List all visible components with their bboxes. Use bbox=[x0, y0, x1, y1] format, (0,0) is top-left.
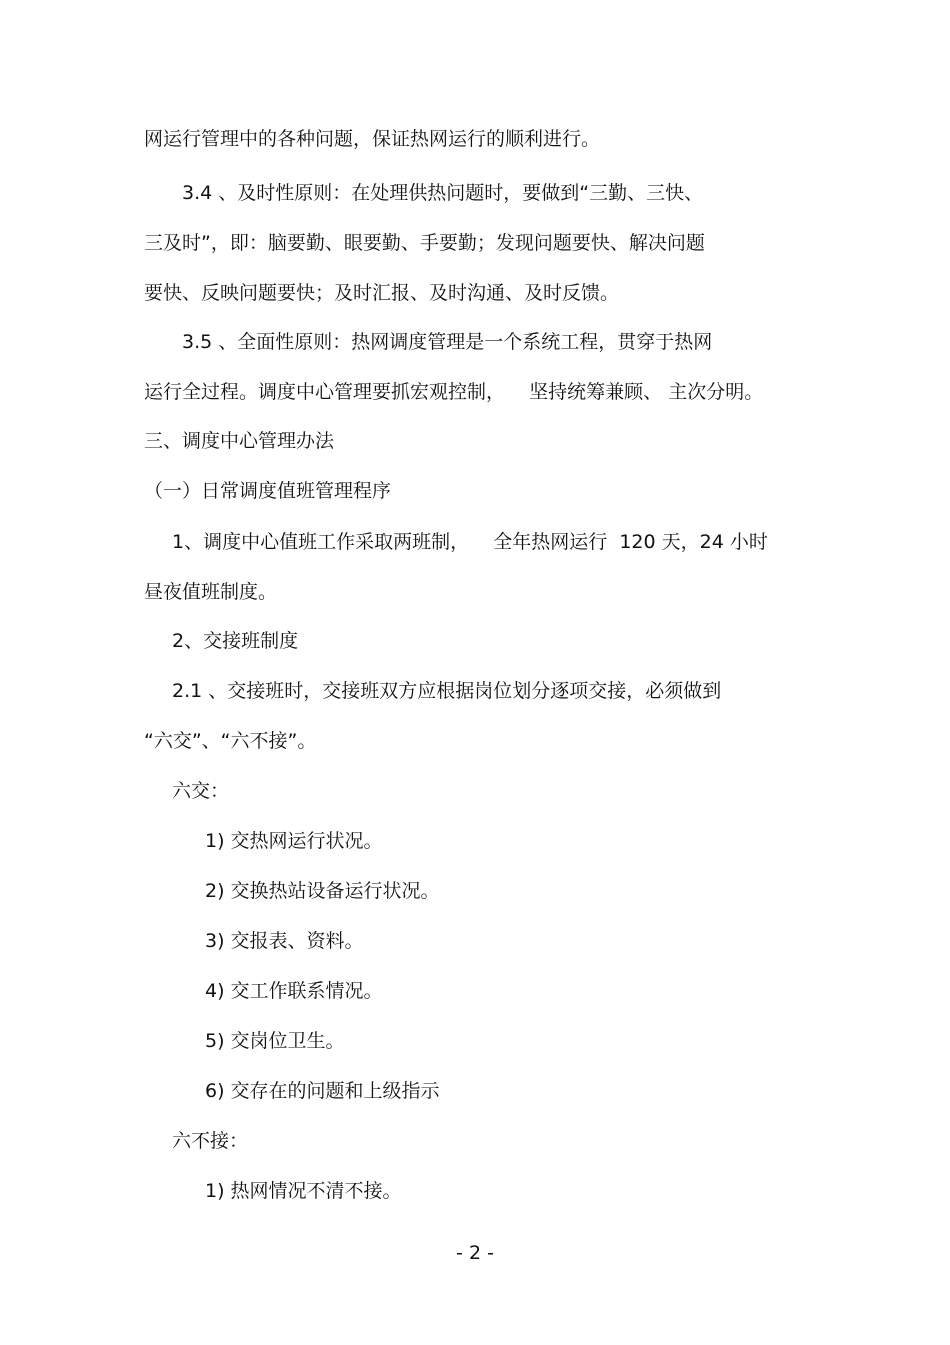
paragraph-line: 1、调度中心值班工作采取两班制， 全年热网运行 120 天，24 小时 bbox=[172, 531, 768, 553]
paragraph-line: “六交”、“六不接”。 bbox=[144, 730, 317, 752]
list-label: 六不接： bbox=[172, 1130, 249, 1152]
list-item: 2) 交换热站设备运行状况。 bbox=[205, 880, 440, 902]
paragraph-line: 2、交接班制度 bbox=[172, 630, 299, 652]
list-item: 3) 交报表、资料。 bbox=[205, 930, 364, 952]
paragraph-line: 3.5 、全面性原则：热网调度管理是一个系统工程，贯穿于热网 bbox=[182, 331, 713, 353]
list-label: 六交： bbox=[172, 780, 230, 802]
paragraph-line: 运行全过程。调度中心管理要抓宏观控制， 坚持统筹兼顾、 主次分明。 bbox=[144, 381, 764, 403]
paragraph-line: 网运行管理中的各种问题，保证热网运行的顺利进行。 bbox=[144, 128, 601, 150]
paragraph-line: 2.1 、交接班时，交接班双方应根据岗位划分逐项交接，必须做到 bbox=[172, 680, 722, 702]
list-item: 5) 交岗位卫生。 bbox=[205, 1030, 345, 1052]
paragraph-line: 三及时”，即：脑要勤、眼要勤、手要勤；发现问题要快、解决问题 bbox=[144, 232, 705, 254]
paragraph-line: 3.4 、及时性原则：在处理供热问题时，要做到“三勤、三快、 bbox=[182, 182, 704, 204]
page-number: - 2 - bbox=[456, 1242, 494, 1264]
list-item: 4) 交工作联系情况。 bbox=[205, 980, 383, 1002]
section-heading: 三、调度中心管理办法 bbox=[144, 430, 335, 452]
list-item: 6) 交存在的问题和上级指示 bbox=[205, 1080, 440, 1102]
paragraph-line: 要快、反映问题要快；及时汇报、及时沟通、及时反馈。 bbox=[144, 282, 620, 304]
paragraph-line: 昼夜值班制度。 bbox=[144, 581, 278, 603]
list-item: 1) 交热网运行状况。 bbox=[205, 830, 383, 852]
subsection-heading: （一）日常调度值班管理程序 bbox=[144, 480, 392, 502]
list-item: 1) 热网情况不清不接。 bbox=[205, 1180, 402, 1202]
